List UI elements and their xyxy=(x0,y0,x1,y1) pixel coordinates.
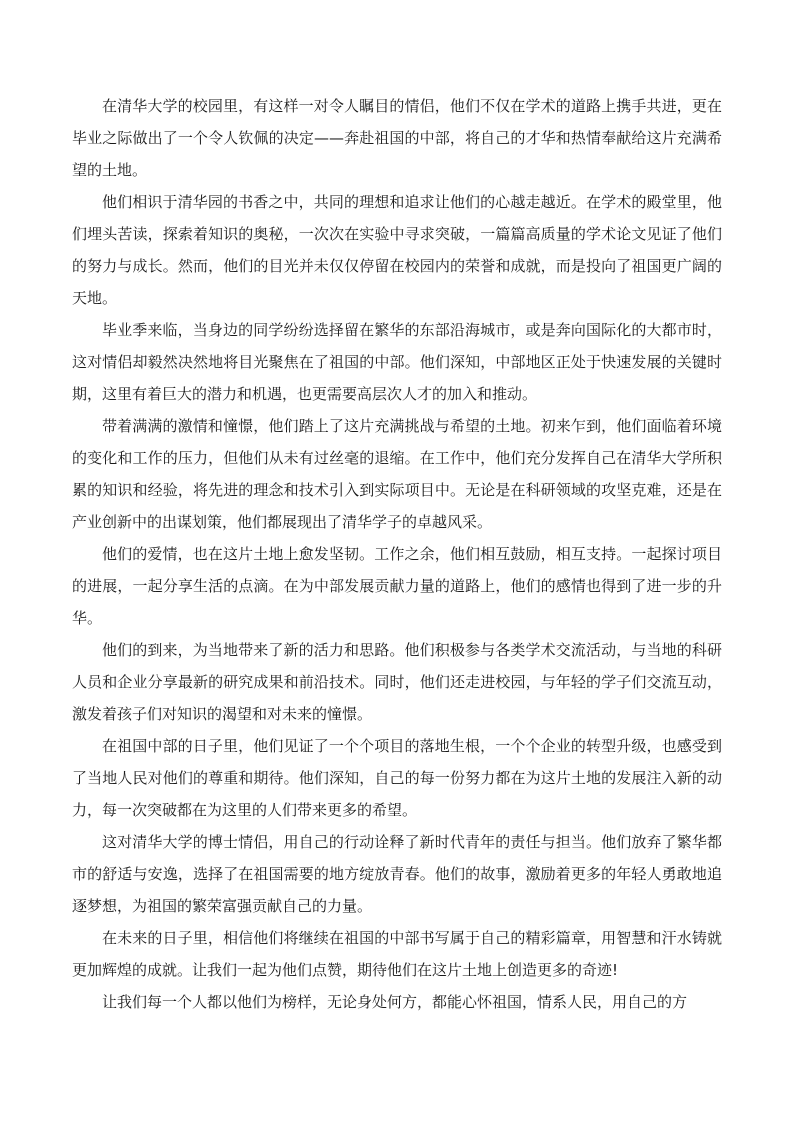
paragraph-2: 他们相识于清华园的书香之中，共同的理想和追求让他们的心越走越近。在学术的殿堂里，他们埋头苦读，探索着知识的奥秘，一次次在实验中寻求突破，一篇篇高质量的学术论文见证了他们的努力与成长。然而，他们的目光并未仅仅停留在校园内的荣誉和成就，而是投向了祖国更广阔的天地。 xyxy=(72,193,722,307)
paragraph-1: 在清华大学的校园里，有这样一对令人瞩目的情侣，他们不仅在学术的道路上携手共进，更在毕业之际做出了一个令人钦佩的决定——奔赴祖国的中部，将自己的才华和热情奉献给这片充满希望的土地。 xyxy=(72,97,722,179)
paragraph-6: 他们的到来，为当地带来了新的活力和思路。他们积极参与各类学术交流活动，与当地的科研人员和企业分享最新的研究成果和前沿技术。同时，他们还走进校园，与年轻的学子们交流互动，激发着孩子们对知识的渴望和对未来的憧憬。 xyxy=(72,641,722,723)
paragraph-5: 他们的爱情，也在这片土地上愈发坚韧。工作之余，他们相互鼓励，相互支持。一起探讨项目的进展，一起分享生活的点滴。在为中部发展贡献力量的道路上，他们的感情也得到了进一步的升华。 xyxy=(72,545,722,627)
paragraph-8: 这对清华大学的博士情侣，用自己的行动诠释了新时代青年的责任与担当。他们放弃了繁华都市的舒适与安逸，选择了在祖国需要的地方绽放青春。他们的故事，激励着更多的年轻人勇敢地追逐梦想，为祖国的繁荣富强贡献自己的力量。 xyxy=(72,833,722,915)
article-body xyxy=(72,90,722,1018)
paragraph-7: 在祖国中部的日子里，他们见证了一个个项目的落地生根，一个个企业的转型升级，也感受到了当地人民对他们的尊重和期待。他们深知，自己的每一份努力都在为这片土地的发展注入新的动力，每一次突破都在为这里的人们带来更多的希望。 xyxy=(72,737,722,819)
paragraph-4: 带着满满的激情和憧憬，他们踏上了这片充满挑战与希望的土地。初来乍到，他们面临着环境的变化和工作的压力，但他们从未有过丝毫的退缩。在工作中，他们充分发挥自己在清华大学所积累的知识和经验，将先进的理念和技术引入到实际项目中。无论是在科研领域的攻坚克难，还是在产业创新中的出谋划策，他们都展现出了清华学子的卓越风采。 xyxy=(72,417,722,531)
paragraph-10: 让我们每一个人都以他们为榜样，无论身处何方，都能心怀祖国，情系人民，用自己的方 xyxy=(102,993,688,1011)
paragraph-3: 毕业季来临，当身边的同学纷纷选择留在繁华的东部沿海城市，或是奔向国际化的大都市时，这对情侣却毅然决然地将目光聚焦在了祖国的中部。他们深知，中部地区正处于快速发展的关键时期，这里有着巨大的潜力和机遇，也更需要高层次人才的加入和推动。 xyxy=(72,321,722,403)
paragraph-9: 在未来的日子里，相信他们将继续在祖国的中部书写属于自己的精彩篇章，用智慧和汗水铸就更加辉煌的成就。让我们一起为他们点赞，期待他们在这片土地上创造更多的奇迹! xyxy=(72,929,722,979)
